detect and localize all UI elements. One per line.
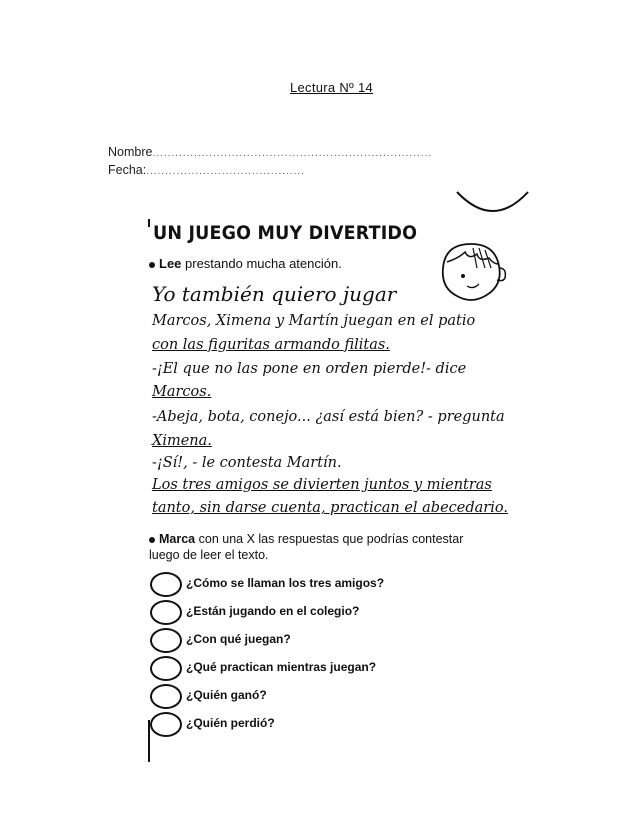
answer-circle[interactable] bbox=[150, 628, 182, 653]
date-dots: .......................................... bbox=[146, 166, 305, 177]
story-heading: UN JUEGO MUY DIVERTIDO bbox=[153, 222, 418, 244]
instruction-strong: Lee bbox=[159, 256, 182, 271]
date-label: Fecha: bbox=[108, 163, 147, 177]
question-4: ¿Qué practican mientras juegan? bbox=[186, 660, 377, 674]
question-1: ¿Cómo se llaman los tres amigos? bbox=[186, 576, 385, 590]
story-line: Marcos, Ximena y Martín juegan en el patio bbox=[152, 313, 476, 329]
story-subtitle: Yo también quiero jugar bbox=[152, 282, 397, 306]
story-line: -¡Sí!, - le contesta Martín. bbox=[152, 455, 342, 471]
date-field[interactable] bbox=[108, 163, 305, 177]
child-face-illustration bbox=[433, 238, 511, 304]
read-instruction bbox=[149, 256, 342, 271]
answer-circle[interactable] bbox=[150, 572, 182, 597]
task-instruction bbox=[149, 532, 463, 546]
question-5: ¿Quién ganó? bbox=[186, 688, 267, 702]
answer-circle[interactable] bbox=[150, 600, 182, 625]
arc-decoration bbox=[455, 190, 530, 220]
story-line: tanto, sin darse cuenta, practican el abecedario. bbox=[152, 500, 508, 516]
story-line: con las figuritas armando filitas. bbox=[152, 337, 390, 353]
story-line: Ximena. bbox=[152, 433, 212, 449]
answer-circle[interactable] bbox=[150, 656, 182, 681]
bullet-icon bbox=[149, 537, 155, 543]
question-6: ¿Quién perdió? bbox=[186, 716, 275, 730]
name-field[interactable] bbox=[108, 145, 432, 159]
story-line: -Abeja, bota, conejo... ¿así está bien? - pregunta bbox=[152, 409, 505, 425]
question-3: ¿Con qué juegan? bbox=[186, 632, 291, 646]
name-dots: .......................................................................... bbox=[152, 148, 433, 159]
bullet-icon bbox=[149, 262, 155, 268]
story-line: Los tres amigos se divierten juntos y mientras bbox=[152, 477, 492, 493]
name-label: Nombre bbox=[108, 145, 153, 159]
question-2: ¿Están jugando en el colegio? bbox=[186, 604, 360, 618]
instruction-rest: prestando mucha atención. bbox=[181, 256, 342, 271]
story-line: -¡El que no las pone en orden pierde!- dice bbox=[152, 361, 467, 377]
answer-circle[interactable] bbox=[150, 684, 182, 709]
task-instruction-line2: luego de leer el texto. bbox=[149, 548, 269, 562]
task-strong: Marca bbox=[159, 532, 196, 546]
left-margin-mark bbox=[148, 219, 150, 227]
task-rest: con una X las respuestas que podrías contestar bbox=[195, 532, 464, 546]
answer-circle[interactable] bbox=[150, 712, 182, 737]
left-margin-line bbox=[148, 720, 150, 762]
story-line: Marcos. bbox=[152, 384, 212, 400]
worksheet-title: Lectura Nº 14 bbox=[290, 80, 374, 95]
